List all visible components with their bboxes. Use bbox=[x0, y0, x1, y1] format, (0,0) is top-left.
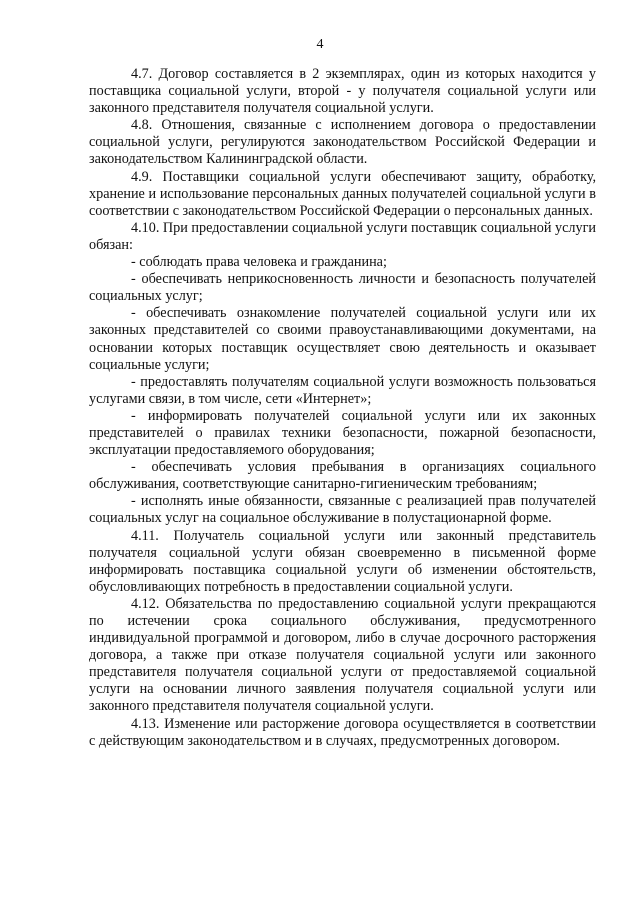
list-item-familiarization: - обеспечивать ознакомление получателей социальной услуги или их законных представителей со своими правоустанавливающими документами, на основании которых поставщик осуществляет свою деятельность и оказывает социальные услуги; bbox=[89, 305, 596, 373]
page-number: 4 bbox=[316, 37, 324, 52]
list-item-other-duties: - исполнять иные обязанности, связанные с реализацией прав получателей социальных услуг на социальное обслуживание в полустационарной форме. bbox=[89, 493, 596, 527]
clause-4-12: 4.12. Обязательства по предоставлению социальной услуги прекращаются по истечении срока социального обслуживания, предусмотренного индивидуальной программой и договором, либо в случае досрочного расторжения договора, а также при отказе получателя социальной услуги или законного представителя получателя социальной услуги от предоставляемой социальной услуги на основании личного заявления получателя социальной услуги или законного представителя получателя социальной услуги. bbox=[89, 595, 596, 715]
list-item-safety: - обеспечивать неприкосновенность личности и безопасность получателей социальных услуг; bbox=[89, 271, 596, 305]
clause-4-10: 4.10. При предоставлении социальной услуги поставщик социальной услуги обязан: bbox=[89, 219, 596, 253]
list-item-inform-rules: - информировать получателей социальной услуги или их законных представителей о правилах техники безопасности, пожарной безопасности, эксплуатации предоставляемого оборудования; bbox=[89, 407, 596, 459]
list-item-conditions: - обеспечивать условия пребывания в организациях социального обслуживания, соответствующие санитарно-гигиеническим требованиям; bbox=[89, 459, 596, 493]
clause-4-13: 4.13. Изменение или расторжение договора осуществляется в соответствии с действующим законодательством и в случаях, предусмотренных договором. bbox=[89, 715, 596, 749]
list-item-communication: - предоставлять получателям социальной услуги возможность пользоваться услугами связи, в том числе, сети «Интернет»; bbox=[89, 373, 596, 407]
clause-4-11: 4.11. Получатель социальной услуги или законный представитель получателя социальной услуги обязан своевременно в письменной форме информировать поставщика социальной услуги об изменении обстоятельств, обусловливающих потребность в предоставлении социальной услуги. bbox=[89, 527, 596, 595]
clause-4-9: 4.9. Поставщики социальной услуги обеспечивают защиту, обработку, хранение и использование персональных данных получателей социальной услуги в соответствии с законодательством Российской Федерации о персональных данных. bbox=[89, 168, 596, 219]
document-body bbox=[89, 66, 596, 750]
clause-4-8: 4.8. Отношения, связанные с исполнением договора о предоставлении социальной услуги, регулируются законодательством Российской Федерации и законодательством Калининградской области. bbox=[89, 117, 596, 168]
list-item-human-rights: - соблюдать права человека и гражданина; bbox=[131, 254, 387, 271]
clause-4-7: 4.7. Договор составляется в 2 экземплярах, один из которых находится у поставщика социальной услуги, второй - у получателя социальной услуги или законного представителя получателя социальной услуги. bbox=[89, 66, 596, 117]
